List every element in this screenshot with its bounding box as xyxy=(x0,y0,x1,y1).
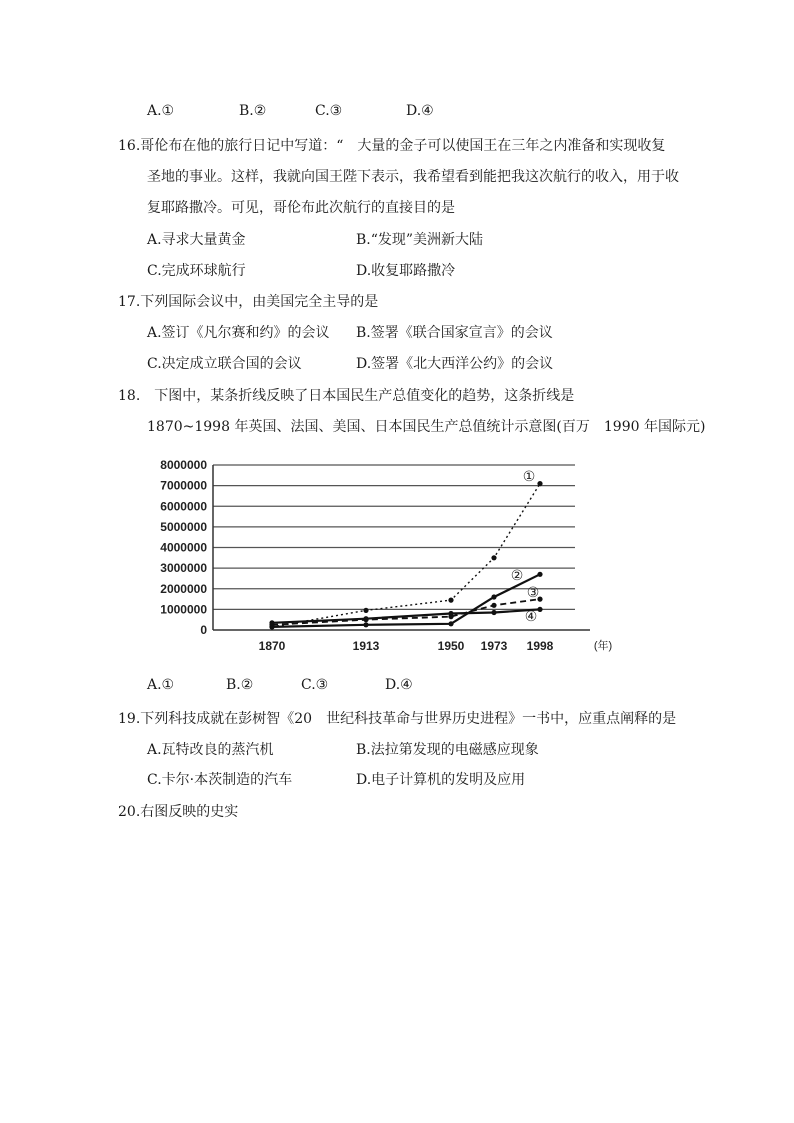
q18-chart-caption: 1870~1998 年英国、法国、美国、日本国民生产总值统计示意图(百万 1990 年国际元) xyxy=(147,419,706,435)
series-line-4 xyxy=(272,609,540,622)
y-tick-label: 4000000 xyxy=(160,540,207,555)
series-label-2: ② xyxy=(510,567,524,583)
y-tick-label: 0 xyxy=(200,623,207,637)
q17-option-b: B.签署《联合国家宣言》的会议 xyxy=(356,325,553,341)
x-tick-label: 1913 xyxy=(352,639,380,653)
q18-stem: 18. 下图中，某条折线反映了日本国民生产总值变化的趋势，这条折线是 xyxy=(118,388,575,404)
data-point xyxy=(363,616,368,621)
q19-stem: 19.下列科技成就在彭树智《20 世纪科技革命与世界历史进程》一书中，应重点阐释的是 xyxy=(118,711,677,727)
q16-stem-line-1: 16.哥伦布在他的旅行日记中写道：“ 大量的金子可以使国王在三年之内准备和实现收复 xyxy=(118,138,666,154)
x-axis-label: (年) xyxy=(593,640,613,652)
y-tick-label: 5000000 xyxy=(160,519,207,534)
y-tick-label: 3000000 xyxy=(160,561,207,576)
q17-option-a: A.签订《凡尔赛和约》的会议 xyxy=(147,325,330,341)
data-point xyxy=(448,598,453,603)
q19-option-b: B.法拉第发现的电磁感应现象 xyxy=(356,742,539,758)
q15-option-b: B.② xyxy=(239,103,267,119)
q18-option-c: C.③ xyxy=(301,677,329,693)
data-point xyxy=(491,603,496,608)
q16-stem-line-3: 复耶路撒冷。可见，哥伦布此次航行的直接目的是 xyxy=(147,200,455,216)
data-point xyxy=(269,620,274,625)
q19-option-d: D.电子计算机的发明及应用 xyxy=(356,772,526,788)
series-label-3: ③ xyxy=(526,584,540,600)
q18-option-a: A.① xyxy=(147,677,175,693)
q17-option-d: D.签署《北大西洋公约》的会议 xyxy=(356,356,554,372)
q15-option-c: C.③ xyxy=(315,103,343,119)
data-point xyxy=(448,611,453,616)
q15-option-a: A.① xyxy=(147,103,175,119)
y-tick-label: 2000000 xyxy=(160,581,207,596)
data-point xyxy=(491,555,496,560)
data-point xyxy=(491,610,496,615)
y-tick-label: 6000000 xyxy=(160,499,207,514)
series-label-4: ④ xyxy=(524,608,538,624)
data-point xyxy=(363,608,368,613)
y-tick-label: 8000000 xyxy=(160,458,207,472)
q18-option-b: B.② xyxy=(226,677,254,693)
data-point xyxy=(537,607,542,612)
x-tick-label: 1870 xyxy=(258,639,286,653)
q19-option-c: C.卡尔·本茨制造的汽车 xyxy=(147,772,293,788)
data-point xyxy=(537,572,542,577)
y-tick-label: 1000000 xyxy=(160,602,207,617)
data-point xyxy=(491,594,496,599)
q16-option-c: C.完成环球航行 xyxy=(147,263,246,279)
data-point xyxy=(537,481,542,486)
x-tick-label: 1998 xyxy=(526,639,554,653)
q15-option-d: D.④ xyxy=(406,103,434,119)
q16-option-b: B.“发现”美洲新大陆 xyxy=(356,232,484,248)
data-point xyxy=(363,622,368,627)
q20-stem: 20.右图反映的史实 xyxy=(118,804,239,820)
q17-stem: 17.下列国际会议中，由美国完全主导的是 xyxy=(118,294,379,310)
q17-option-c: C.决定成立联合国的会议 xyxy=(147,356,302,372)
data-point xyxy=(448,621,453,626)
y-tick-label: 7000000 xyxy=(160,478,207,493)
x-tick-label: 1950 xyxy=(437,639,465,653)
q16-option-a: A.寻求大量黄金 xyxy=(147,232,246,248)
q19-option-a: A.瓦特改良的蒸汽机 xyxy=(147,742,274,758)
x-tick-label: 1973 xyxy=(480,639,508,653)
q16-option-d: D.收复耶路撒冷 xyxy=(356,263,456,279)
q16-stem-line-2: 圣地的事业。这样，我就向国王陛下表示，我希望看到能把我这次航行的收入，用于收 xyxy=(147,169,679,185)
series-label-1: ① xyxy=(522,468,536,484)
q18-option-d: D.④ xyxy=(385,677,413,693)
series-line-1 xyxy=(272,484,540,627)
